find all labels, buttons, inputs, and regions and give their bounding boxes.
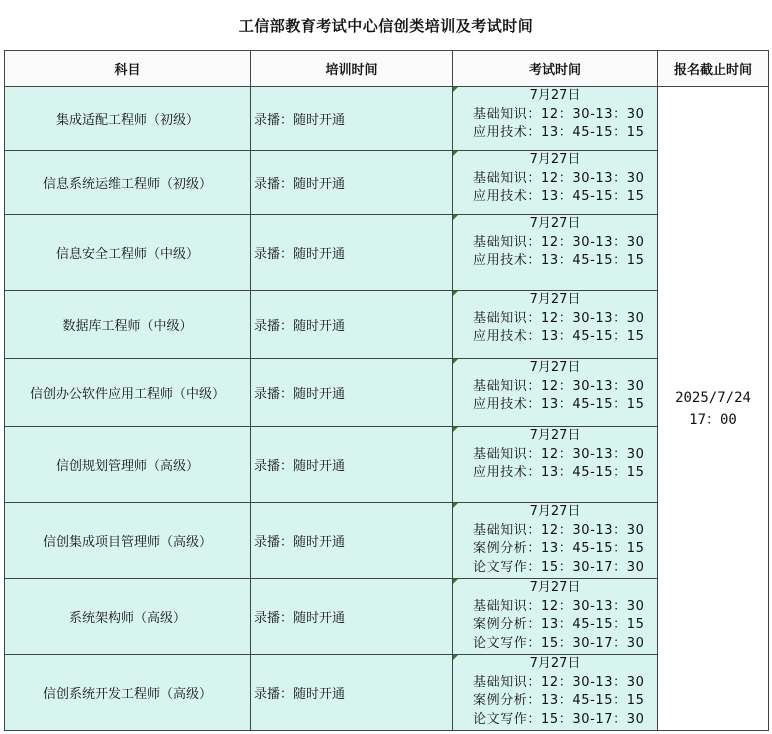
exam-cell[interactable] xyxy=(453,427,658,503)
exam-session: 基础知识：12：30-13：30 xyxy=(473,170,645,186)
subject-cell[interactable]: 信息安全工程师（中级） xyxy=(5,215,251,291)
training-cell[interactable]: 录播：随时开通 xyxy=(251,655,453,731)
training-cell[interactable]: 录播：随时开通 xyxy=(251,87,453,151)
deadline-time: 17：00 xyxy=(689,411,737,428)
exam-date: 7月27日 xyxy=(529,580,581,595)
exam-session: 论文写作：15：30-17：30 xyxy=(473,559,645,575)
training-cell[interactable]: 录播：随时开通 xyxy=(251,215,453,291)
exam-session: 基础知识：12：30-13：30 xyxy=(473,310,645,326)
exam-session: 基础知识：12：30-13：30 xyxy=(473,674,645,690)
exam-session: 基础知识：12：30-13：30 xyxy=(473,598,645,614)
exam-session: 应用技术：13：45-15：15 xyxy=(473,465,645,480)
exam-session: 应用技术：13：45-15：15 xyxy=(473,253,645,268)
exam-cell[interactable] xyxy=(453,579,658,655)
training-cell[interactable]: 录播：随时开通 xyxy=(251,291,453,359)
exam-cell[interactable] xyxy=(453,151,658,215)
exam-cell[interactable] xyxy=(453,215,658,291)
exam-date: 7月27日 xyxy=(529,360,581,375)
exam-date: 7月27日 xyxy=(529,152,581,167)
exam-session: 案例分析：13：45-15：15 xyxy=(473,617,645,632)
schedule-table xyxy=(4,50,769,731)
exam-cell[interactable] xyxy=(453,359,658,427)
subject-cell[interactable]: 信创系统开发工程师（高级） xyxy=(5,655,251,731)
exam-session: 论文写作：15：30-17：30 xyxy=(473,711,645,727)
subject-cell[interactable]: 集成适配工程师（初级） xyxy=(5,87,251,151)
header-deadline[interactable]: 报名截止时间 xyxy=(658,51,769,87)
header-training[interactable]: 培训时间 xyxy=(251,51,453,87)
exam-cell[interactable] xyxy=(453,655,658,731)
training-cell[interactable]: 录播：随时开通 xyxy=(251,151,453,215)
subject-cell[interactable]: 信息系统运维工程师（初级） xyxy=(5,151,251,215)
subject-cell[interactable]: 信创办公软件应用工程师（中级） xyxy=(5,359,251,427)
header-row xyxy=(5,51,769,87)
exam-session: 基础知识：12：30-13：30 xyxy=(473,522,645,538)
exam-session: 应用技术：13：45-15：15 xyxy=(473,397,645,412)
header-subject[interactable]: 科目 xyxy=(5,51,251,87)
table-row xyxy=(5,359,769,427)
exam-date: 7月27日 xyxy=(529,428,581,443)
exam-cell[interactable] xyxy=(453,87,658,151)
table-row xyxy=(5,427,769,503)
table-row xyxy=(5,151,769,215)
exam-session: 应用技术：13：45-15：15 xyxy=(473,125,645,140)
exam-session: 基础知识：12：30-13：30 xyxy=(473,106,645,122)
exam-date: 7月27日 xyxy=(529,216,581,231)
exam-date: 7月27日 xyxy=(529,504,581,519)
exam-cell[interactable] xyxy=(453,503,658,579)
subject-cell[interactable]: 信创集成项目管理师（高级） xyxy=(5,503,251,579)
table-row xyxy=(5,655,769,731)
training-cell[interactable]: 录播：随时开通 xyxy=(251,579,453,655)
table-row xyxy=(5,87,769,151)
exam-date: 7月27日 xyxy=(529,656,581,671)
exam-session: 论文写作：15：30-17：30 xyxy=(473,635,645,651)
subject-cell[interactable]: 数据库工程师（中级） xyxy=(5,291,251,359)
training-cell[interactable]: 录播：随时开通 xyxy=(251,359,453,427)
exam-session: 应用技术：13：45-15：15 xyxy=(473,329,645,344)
exam-session: 案例分析：13：45-15：15 xyxy=(473,541,645,556)
table-row xyxy=(5,503,769,579)
deadline-date: 2025/7/24 xyxy=(675,389,751,406)
training-cell[interactable]: 录播：随时开通 xyxy=(251,503,453,579)
exam-session: 基础知识：12：30-13：30 xyxy=(473,234,645,250)
header-exam[interactable]: 考试时间 xyxy=(453,51,658,87)
exam-date: 7月27日 xyxy=(529,88,581,103)
training-cell[interactable]: 录播：随时开通 xyxy=(251,427,453,503)
table-row xyxy=(5,291,769,359)
subject-cell[interactable]: 系统架构师（高级） xyxy=(5,579,251,655)
exam-session: 案例分析：13：45-15：15 xyxy=(473,693,645,708)
table-row xyxy=(5,579,769,655)
exam-date: 7月27日 xyxy=(529,292,581,307)
exam-session: 基础知识：12：30-13：30 xyxy=(473,378,645,394)
table-row xyxy=(5,215,769,291)
exam-cell[interactable] xyxy=(453,291,658,359)
exam-session: 基础知识：12：30-13：30 xyxy=(473,446,645,462)
page-title: 工信部教育考试中心信创类培训及考试时间 xyxy=(4,0,768,51)
subject-cell[interactable]: 信创规划管理师（高级） xyxy=(5,427,251,503)
exam-session: 应用技术：13：45-15：15 xyxy=(473,189,645,204)
deadline-cell[interactable] xyxy=(658,87,769,731)
